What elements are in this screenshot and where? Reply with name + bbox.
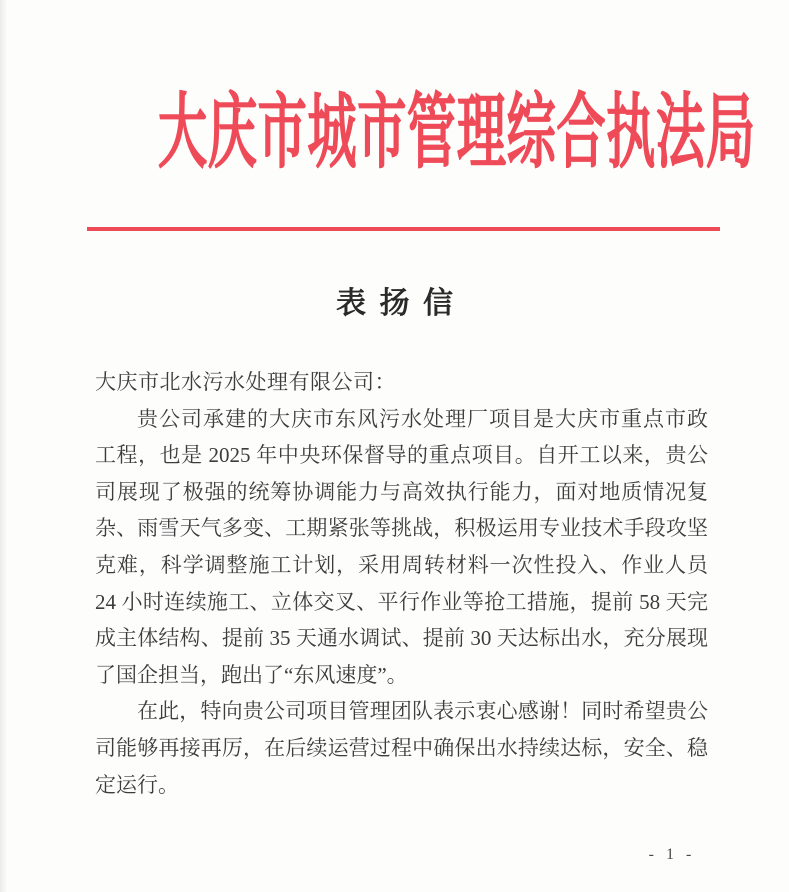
- body-line: 24 小时连续施工、立体交叉、平行作业等抢工措施，提前 58 天完: [95, 589, 708, 614]
- letter-body: [95, 364, 708, 803]
- scan-edge-artifact: [0, 0, 7, 892]
- letterhead-org-name: 大庆市城市管理综合执法局: [157, 87, 756, 178]
- body-line: 杂、雨雪天气多变、工期紧张等挑战，积极运用专业技术手段攻坚: [95, 516, 708, 541]
- body-line: 了国企担当，跑出了“东风速度”。: [95, 662, 408, 687]
- page-number: - 1 -: [648, 846, 696, 863]
- paragraph-1: [95, 401, 708, 694]
- body-line: 定运行。: [95, 772, 179, 797]
- letter-title: 表 扬 信: [336, 287, 456, 320]
- body-line: 司能够再接再厉，在后续运营过程中确保出水持续达标，安全、稳: [95, 735, 708, 760]
- body-line: 贵公司承建的大庆市东风污水处理厂项目是大庆市重点市政: [137, 406, 708, 431]
- body-line: 克难，科学调整施工计划，采用周转材料一次性投入、作业人员: [95, 552, 708, 577]
- body-line: 司展现了极强的统筹协调能力与高效执行能力，面对地质情况复: [95, 479, 708, 504]
- paragraph-2: [95, 693, 708, 803]
- body-line: 在此，特向贵公司项目管理团队表示衷心感谢！同时希望贵公: [137, 699, 708, 724]
- letterhead-rule: [87, 227, 720, 231]
- body-line: 工程，也是 2025 年中央环保督导的重点项目。自开工以来，贵公: [95, 443, 708, 468]
- body-line: 成主体结构、提前 35 天通水调试、提前 30 天达标出水，充分展现: [95, 626, 708, 651]
- salutation: 大庆市北水污水处理有限公司：: [95, 370, 396, 394]
